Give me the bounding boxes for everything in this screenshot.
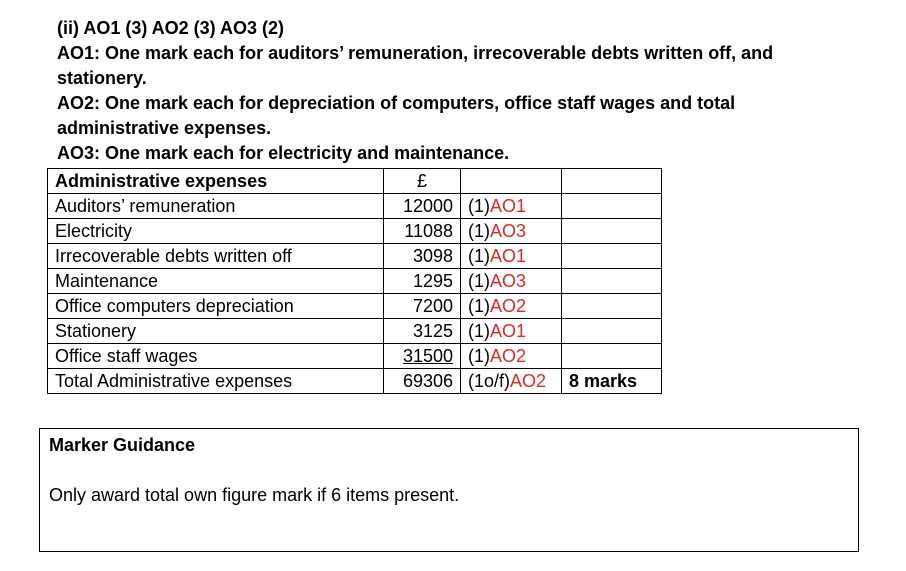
table-row — [48, 219, 662, 244]
row-amount: 3125 — [384, 319, 461, 344]
row-mark — [461, 319, 562, 344]
row-empty — [562, 344, 662, 369]
row-amount: 11088 — [384, 219, 461, 244]
ao-label: AO2 — [490, 296, 527, 316]
mark-count: (1) — [468, 346, 490, 366]
row-mark — [461, 269, 562, 294]
row-mark — [461, 244, 562, 269]
underlined-amount: 31500 — [402, 346, 453, 366]
table-header-row — [48, 169, 662, 194]
mark-count: (1) — [468, 296, 490, 316]
marker-guidance-box — [39, 428, 859, 552]
row-empty — [562, 319, 662, 344]
ao1-criteria: AO1: One mark each for auditors’ remuneration, irrecoverable debts written off, and stationery. — [57, 43, 774, 88]
total-amount: 69306 — [384, 369, 461, 394]
mark-count: (1) — [468, 196, 490, 216]
ao-label: AO1 — [490, 321, 527, 341]
row-mark — [461, 194, 562, 219]
table-row — [48, 244, 662, 269]
ao2-criteria: AO2: One mark each for depreciation of computers, office staff wages and total administrative expenses. — [57, 93, 736, 138]
table-row — [48, 269, 662, 294]
row-mark — [461, 344, 562, 369]
ao3-criteria: AO3: One mark each for electricity and maintenance. — [57, 143, 510, 163]
header-amount: £ — [384, 169, 461, 194]
header-total — [562, 169, 662, 194]
header-item: Administrative expenses — [48, 169, 384, 194]
total-item: Total Administrative expenses — [48, 369, 384, 394]
mark-count: (1) — [468, 271, 490, 291]
row-mark — [461, 219, 562, 244]
row-empty — [562, 294, 662, 319]
guidance-title: Marker Guidance — [49, 435, 196, 455]
administrative-expenses-table — [47, 168, 662, 394]
total-mark — [461, 369, 562, 394]
ao-summary: (ii) AO1 (3) AO2 (3) AO3 (2) — [57, 18, 285, 38]
total-marks: 8 marks — [562, 369, 662, 394]
row-empty — [562, 244, 662, 269]
row-mark — [461, 294, 562, 319]
mark-count: (1o/f) — [468, 371, 511, 391]
total-row — [48, 369, 662, 394]
row-item: Electricity — [48, 219, 384, 244]
row-item: Office computers depreciation — [48, 294, 384, 319]
row-empty — [562, 219, 662, 244]
ao-label: AO2 — [490, 346, 527, 366]
row-empty — [562, 194, 662, 219]
ao-label: AO3 — [490, 221, 527, 241]
row-item: Maintenance — [48, 269, 384, 294]
ao-label: AO2 — [510, 371, 547, 391]
header-mark — [461, 169, 562, 194]
row-amount: 1295 — [384, 269, 461, 294]
row-amount: 3098 — [384, 244, 461, 269]
row-amount: 12000 — [384, 194, 461, 219]
mark-count: (1) — [468, 246, 490, 266]
row-amount — [384, 344, 461, 369]
table-row — [48, 294, 662, 319]
mark-count: (1) — [468, 321, 490, 341]
row-amount: 7200 — [384, 294, 461, 319]
mark-scheme-heading — [57, 16, 857, 166]
row-item: Auditors’ remuneration — [48, 194, 384, 219]
table-row — [48, 194, 662, 219]
row-item: Office staff wages — [48, 344, 384, 369]
mark-count: (1) — [468, 221, 490, 241]
guidance-text: Only award total own figure mark if 6 items present. — [49, 485, 460, 505]
table-row — [48, 344, 662, 369]
ao-label: AO1 — [490, 196, 527, 216]
row-item: Stationery — [48, 319, 384, 344]
table-row — [48, 319, 662, 344]
row-empty — [562, 269, 662, 294]
ao-label: AO1 — [490, 246, 527, 266]
ao-label: AO3 — [490, 271, 527, 291]
row-item: Irrecoverable debts written off — [48, 244, 384, 269]
